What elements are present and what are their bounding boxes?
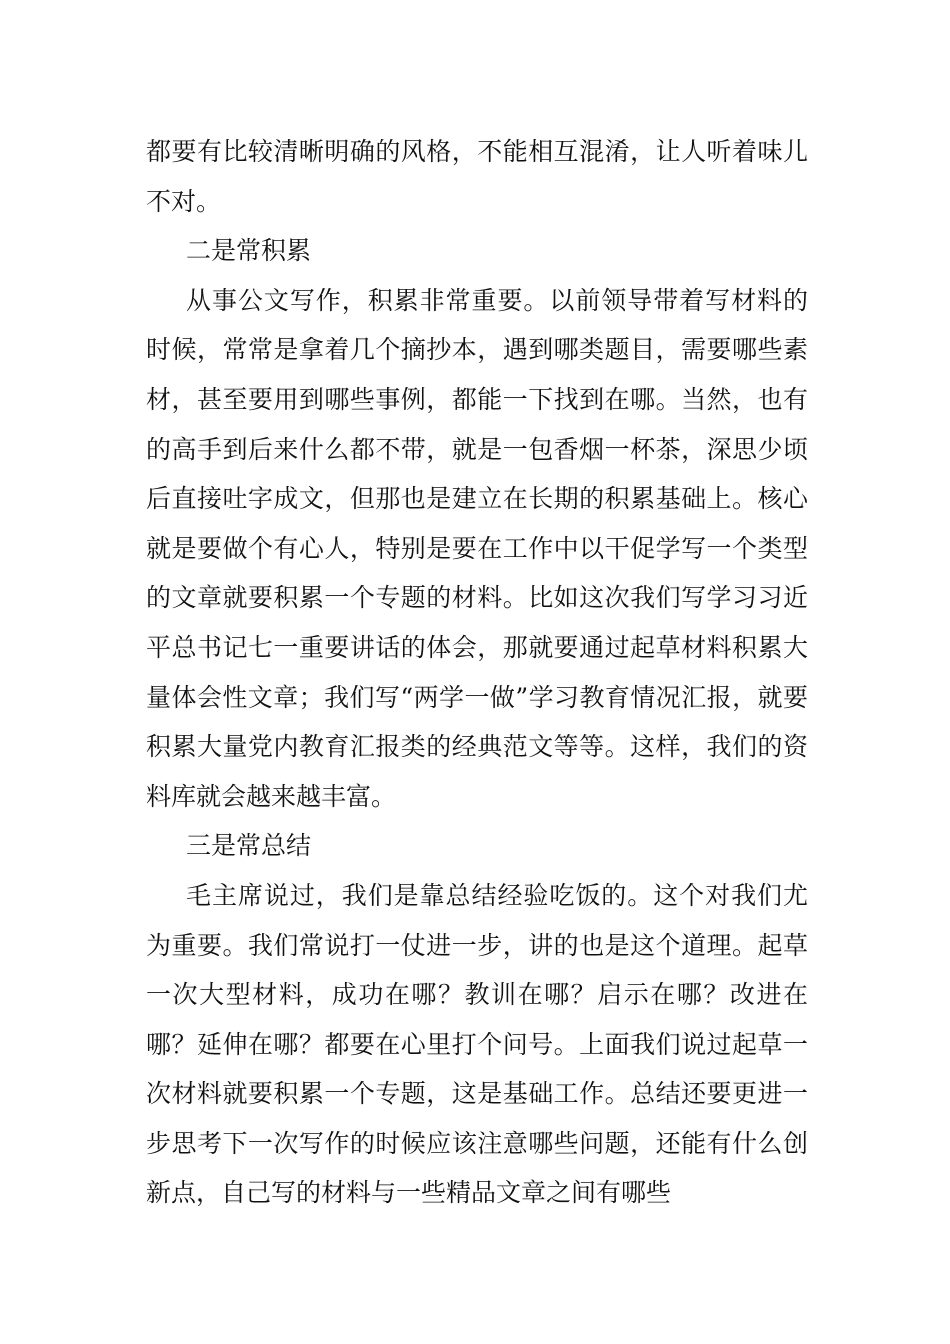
paragraph-accumulate: 从事公文写作，积累非常重要。以前领导带着写材料的时候，常常是拿着几个摘抄本，遇到哪类题目，需要哪些素材，甚至要用到哪些事例，都能一下找到在哪。当然，也有的高手到后来什么都不带，就是一包香烟一杯茶，深思少顷后直接吐字成文，但那也是建立在长期的积累基础上。核心就是要做个有心人，特别是要在工作中以干促学写一个类型的文章就要积累一个专题的材料。比如这次我们写学习习近平总书记七一重要讲话的体会，那就要通过起草材料积累大量体会性文章；我们写“两学一做”学习教育情况汇报，就要积累大量党内教育汇报类的经典范文等等。这样，我们的资料库就会越来越丰富。	[146, 285, 808, 811]
section-heading-summarize: 三是常总结	[186, 831, 312, 861]
paragraph-continuation: 都要有比较清晰明确的风格，不能相互混淆，让人听着味儿不对。	[146, 137, 808, 216]
section-heading-accumulate: 二是常积累	[186, 236, 312, 266]
paragraph-summarize: 毛主席说过，我们是靠总结经验吃饭的。这个对我们尤为重要。我们常说打一仗进一步，讲的也是这个道理。起草一次大型材料，成功在哪？教训在哪？启示在哪？改进在哪？延伸在哪？都要在心里打个问号。上面我们说过起草一次材料就要积累一个专题，这是基础工作。总结还要更进一步思考下一次写作的时候应该注意哪些问题，还能有什么创新点，自己写的材料与一些精品文章之间有哪些	[146, 880, 808, 1208]
document-body	[146, 127, 808, 1218]
